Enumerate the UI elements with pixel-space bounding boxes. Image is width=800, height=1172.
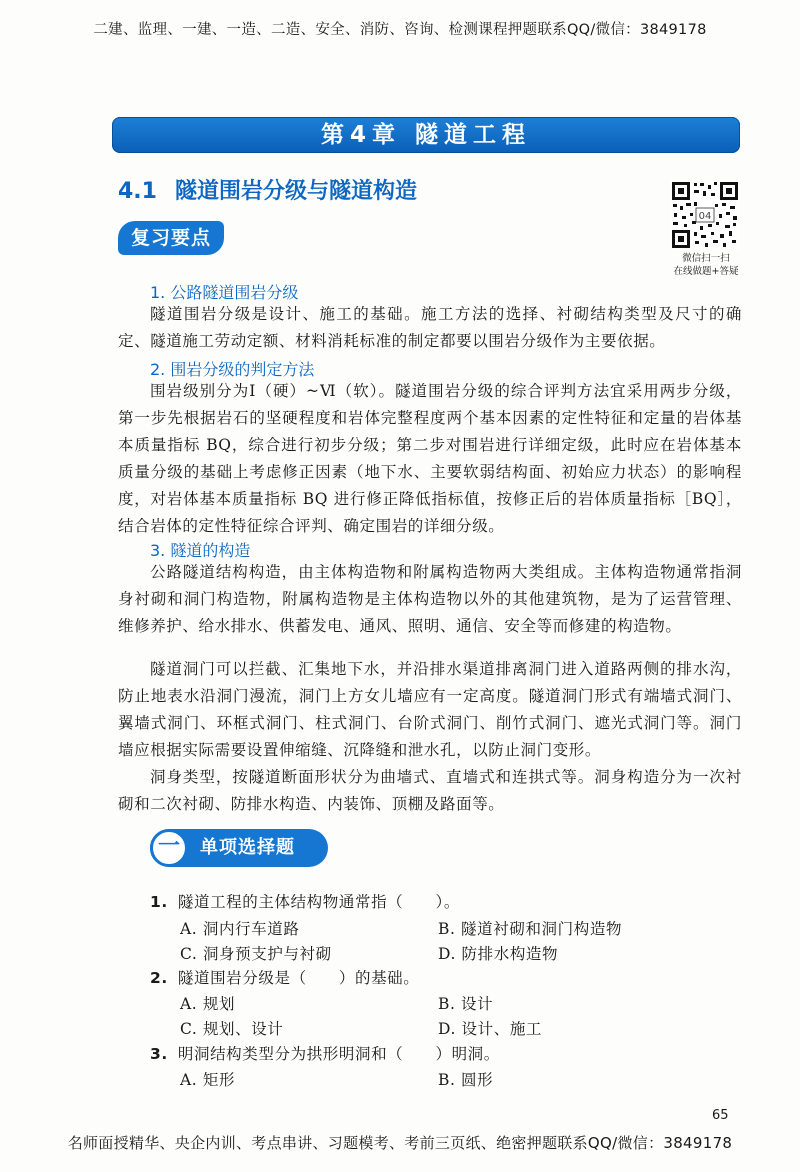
qr-caption-line-2: 在线做题+答疑	[673, 266, 739, 277]
paragraph-tunnel-body: 洞身类型，按隧道断面形状分为曲墙式、直墙式和连拱式等。洞身构造分为一次衬砌和二次衬砌、防排水构造、内装饰、顶棚及路面等。	[118, 768, 742, 813]
qr-code-label: 04	[698, 211, 712, 222]
question-2	[150, 966, 419, 988]
footer-ad-text: 名师面授精华、央企内训、考点串讲、习题模考、考前三页纸、绝密押题联系QQ/微信：3849178	[67, 1134, 733, 1152]
question-number: 1.	[150, 893, 168, 911]
exercise-number-circle: 一	[150, 829, 188, 867]
subsection-heading-1: 1. 公路隧道围岩分级	[150, 283, 299, 302]
qr-caption-line-1: 微信扫一扫	[682, 253, 730, 264]
paragraph-tunnel-structure: 公路隧道结构构造，由主体构造物和附属构造物两大类组成。主体构造物通常指洞身衬砌和洞门构造物，附属构造物是主体构造物以外的其他建筑物，是为了运营管理、维修养护、给水排水、供蓄发电、通风、照明、通信、安全等而修建的构造物。	[118, 563, 742, 635]
option-2c: C. 规划、设计	[180, 1020, 284, 1038]
qr-caption	[660, 252, 752, 278]
option-2a: A. 规划	[180, 995, 236, 1013]
qr-code-icon[interactable]	[670, 180, 740, 250]
option-1a: A. 洞内行车道路	[180, 920, 300, 938]
option-3a: A. 矩形	[180, 1071, 236, 1089]
header-ad-text: 二建、监理、一建、一造、二造、安全、消防、咨询、检测课程押题联系QQ/微信：3849178	[93, 22, 707, 38]
exercise-section-title: 单项选择题	[200, 837, 295, 858]
question-number: 2.	[150, 969, 168, 987]
paragraph-rock-classification: 隧道围岩分级是设计、施工的基础。施工方法的选择、衬砌结构类型及尺寸的确定、隧道施工劳动定额、材料消耗标准的制定都要以围岩分级作为主要依据。	[118, 305, 742, 350]
subsection-heading-3: 3. 隧道的构造	[150, 541, 251, 560]
option-3b: B. 圆形	[438, 1071, 494, 1089]
question-stem: 隧道工程的主体结构物通常指（ ）。	[177, 893, 460, 911]
option-1c: C. 洞身预支护与衬砌	[180, 945, 332, 963]
question-stem: 明洞结构类型分为拱形明洞和（ ）明洞。	[177, 1045, 500, 1063]
section-title	[118, 174, 417, 205]
subsection-heading-2: 2. 围岩分级的判定方法	[150, 360, 315, 379]
chapter-title-bar: 第4章 隧道工程	[112, 117, 740, 153]
question-3	[150, 1042, 500, 1064]
option-1d: D. 防排水构造物	[438, 945, 559, 963]
paragraph-tunnel-portal: 隧道洞门可以拦截、汇集地下水，并沿排水渠道排离洞门进入道路两侧的排水沟，防止地表水沿洞门漫流，洞门上方女儿墙应有一定高度。隧道洞门形式有端墙式洞门、翼墙式洞门、环框式洞门、柱式洞门、台阶式洞门、削竹式洞门、遮光式洞门等。洞门墙应根据实际需要设置伸缩缝、沉降缝和泄水孔，以防止洞门变形。	[118, 660, 742, 759]
paragraph-classification-method: 围岩级别分为Ⅰ（硬）~Ⅵ（软）。隧道围岩分级的综合评判方法宜采用两步分级，第一步先根据岩石的坚硬程度和岩体完整程度两个基本因素的定性特征和定量的岩体基本质量指标 BQ，综合进行初步分级；第二步对围岩进行详细定级，此时应在岩体基本质量分级的基础上考虑修正因素（地下水、主要软弱结构面、初始应力状态）的影响程度，对岩体基本质量指标 BQ 进行修正降低指标值，按修正后的岩体质量指标［BQ］，结合岩体的定性特征综合评判、确定围岩的详细分级。	[118, 382, 742, 535]
section-number: 4.1	[118, 179, 157, 204]
option-1b: B. 隧道衬砌和洞门构造物	[438, 920, 623, 938]
option-2b: B. 设计	[438, 995, 494, 1013]
question-number: 3.	[150, 1045, 168, 1063]
question-stem: 隧道围岩分级是（ ）的基础。	[177, 969, 420, 987]
page-number: 65	[712, 1108, 729, 1123]
option-2d: D. 设计、施工	[438, 1020, 543, 1038]
review-points-tag: 复习要点	[118, 221, 224, 255]
section-title-text: 隧道围岩分级与隧道构造	[174, 179, 417, 204]
question-1	[150, 890, 460, 912]
